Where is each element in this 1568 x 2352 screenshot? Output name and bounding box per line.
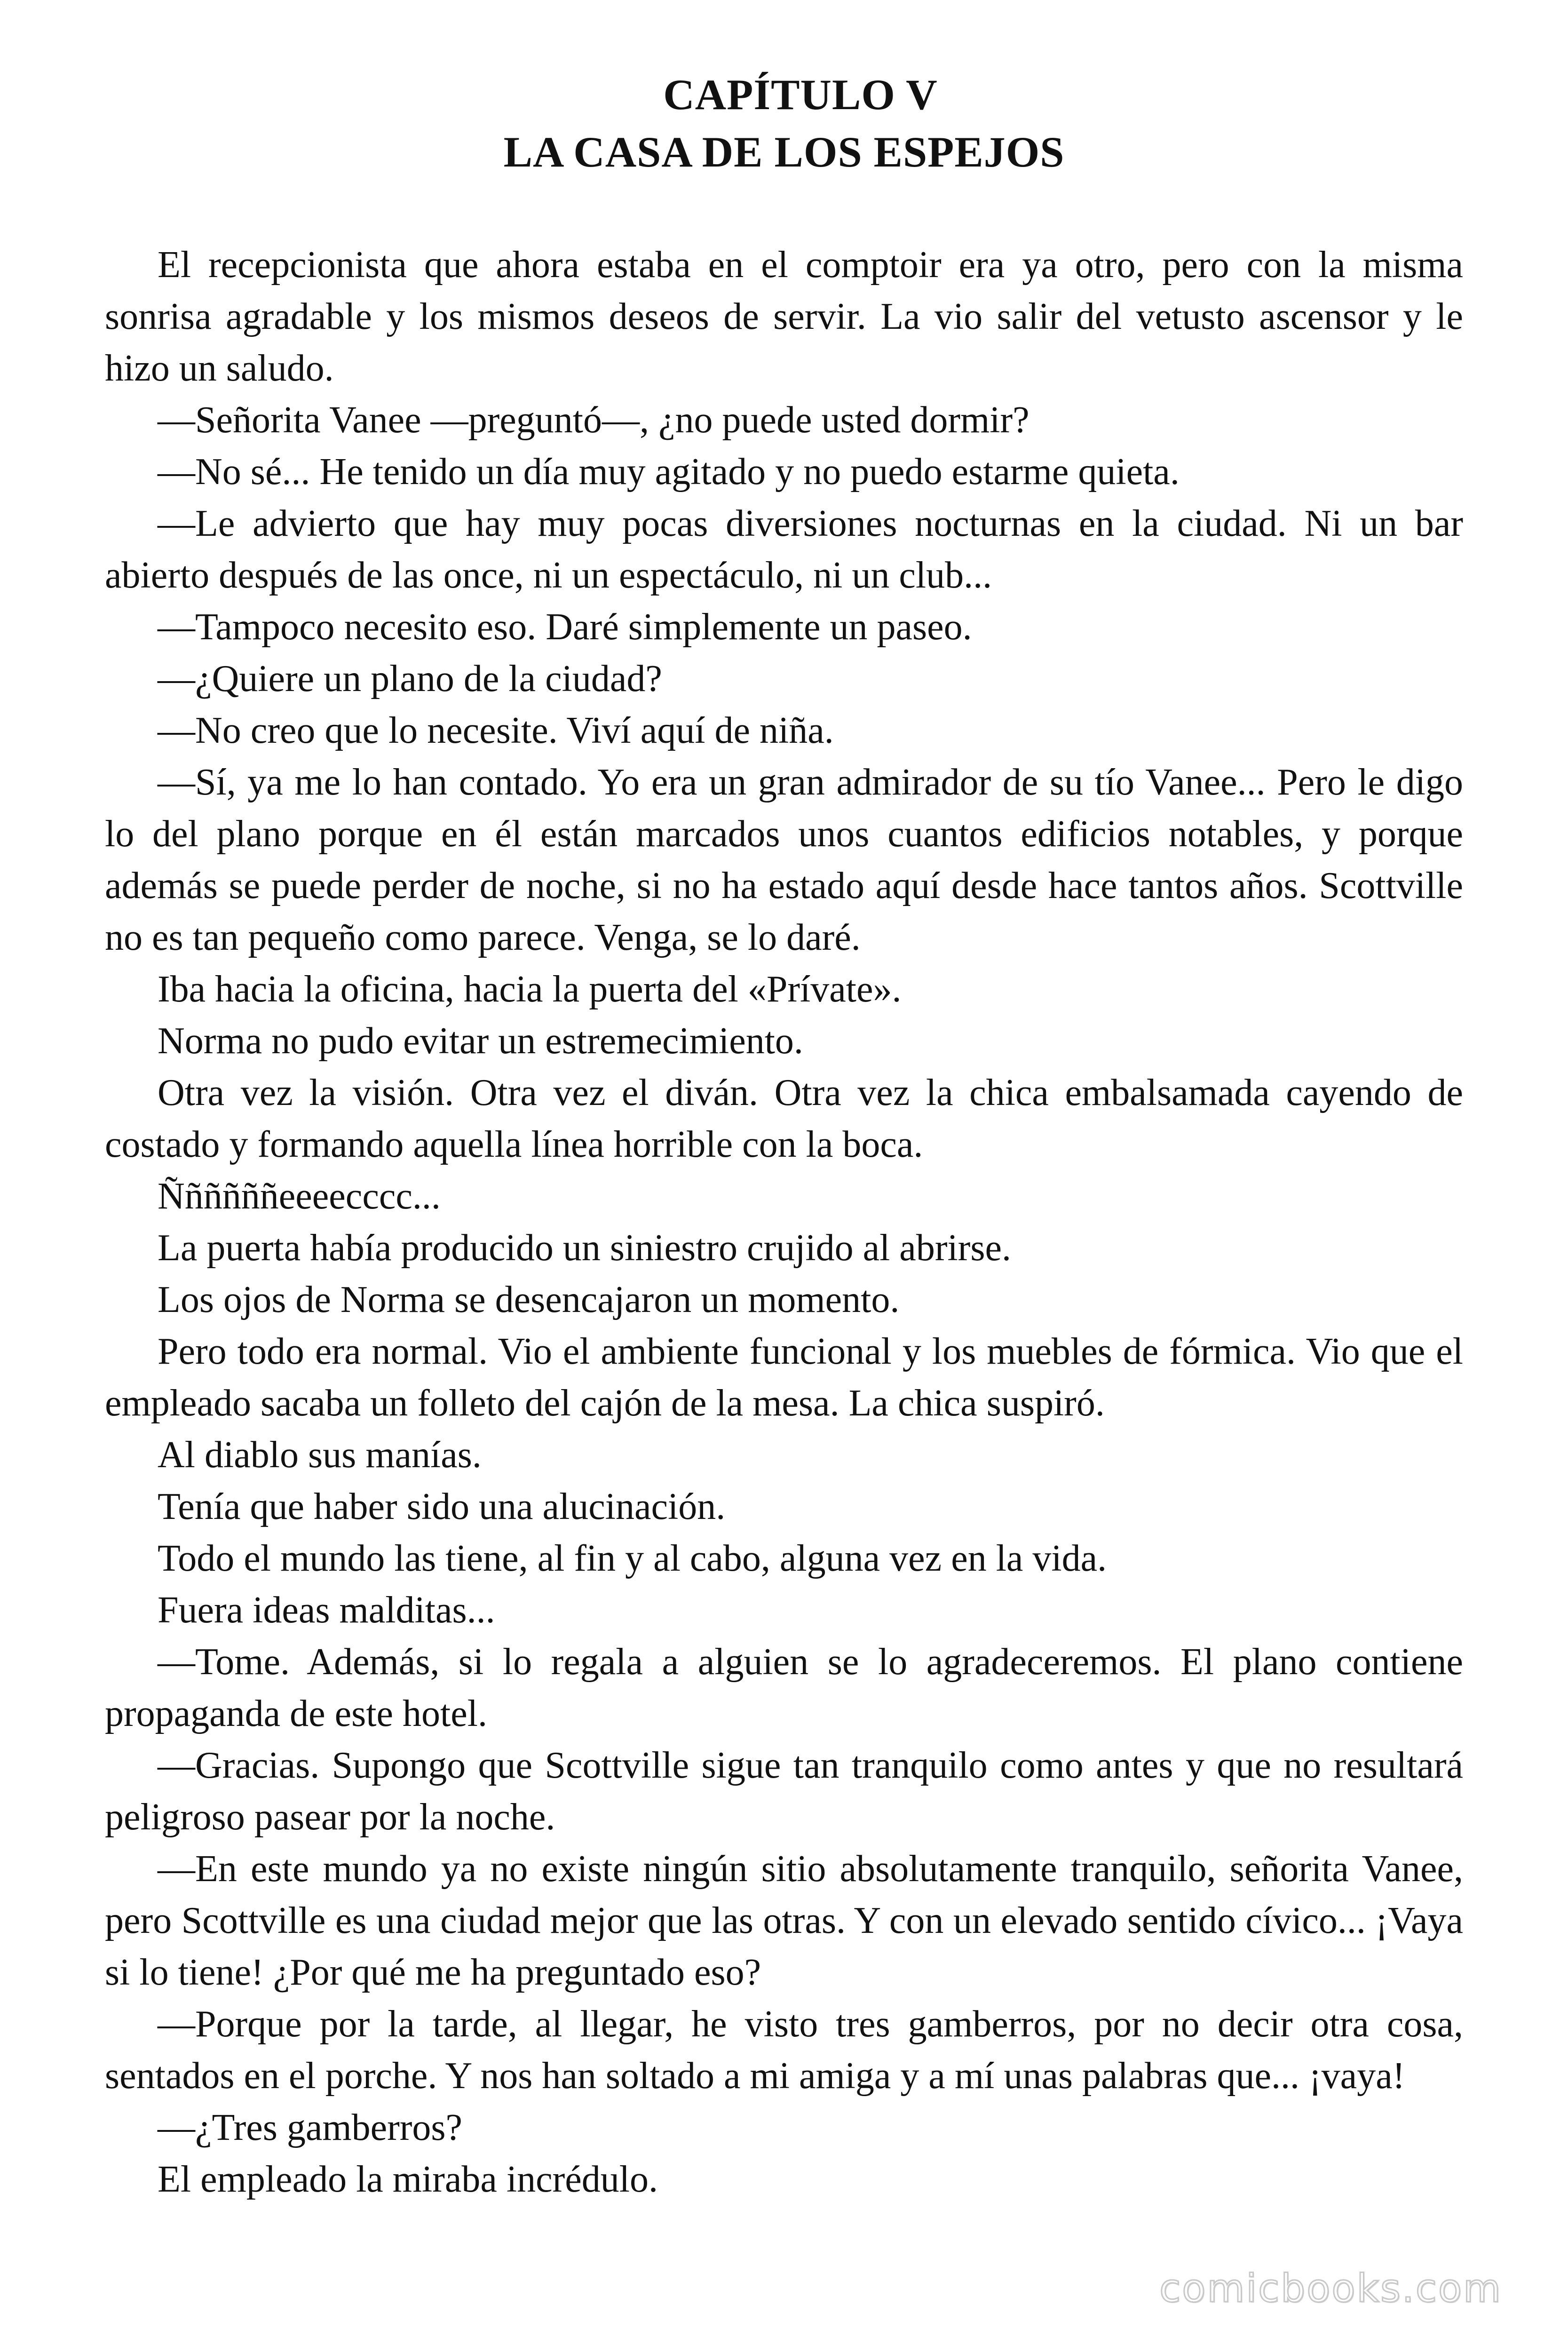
paragraph: Fuera ideas malditas... [158,1589,495,1631]
paragraph: Los ojos de Norma se desencajaron un momento. [158,1279,900,1320]
paragraph: —No creo que lo necesite. Viví aquí de niña. [158,710,834,751]
paragraph: La puerta había producido un siniestro crujido al abrirse. [158,1227,1011,1269]
chapter-text [105,239,1463,2205]
paragraph: Todo el mundo las tiene, al fin y al cabo, alguna vez en la vida. [158,1538,1107,1579]
paragraph: Norma no pudo evitar un estremecimiento. [158,1020,803,1062]
chapter-title: CAPÍTULO V [663,71,938,119]
paragraph: —Gracias. Supongo que Scottville sigue tan tranquilo como antes y que no resultará peligroso pasear por la noche. [105,1745,1463,1838]
paragraph: —Porque por la tarde, al llegar, he visto tres gamberros, por no decir otra cosa, sentados en el porche. Y nos han soltado a mi amiga y a mí unas palabras que... ¡vaya! [105,2003,1463,2097]
paragraph: El recepcionista que ahora estaba en el comptoir era ya otro, pero con la misma sonrisa agradable y los mismos deseos de servir. La vio salir del vetusto ascensor y le hizo un saludo. [105,244,1463,389]
paragraph: —¿Tres gamberros? [158,2107,463,2148]
paragraph: El empleado la miraba incrédulo. [158,2159,658,2200]
paragraph: —Señorita Vanee —preguntó—, ¿no puede usted dormir? [158,399,1029,441]
chapter-subtitle: LA CASA DE LOS ESPEJOS [503,128,1065,176]
paragraph: —En este mundo ya no existe ningún sitio absolutamente tranquilo, señorita Vanee, pero Scottville es una ciudad mejor que las otras. Y con un elevado sentido cívico... ¡Vaya si lo tiene! ¿Por qué me ha preguntado eso? [105,1848,1463,1993]
paragraph: —¿Quiere un plano de la ciudad? [158,658,662,699]
paragraph: —Sí, ya me lo han contado. Yo era un gran admirador de su tío Vanee... Pero le digo lo del plano porque en él están marcados unos cuantos edificios notables, y porque además se puede perder de noche, si no ha estado aquí desde hace tantos años. Scottville no es tan pequeño como parece. Venga, se lo daré. [105,762,1463,958]
paragraph: —Tampoco necesito eso. Daré simplemente un paseo. [158,606,972,648]
paragraph: Tenía que haber sido una alucinación. [158,1486,726,1527]
paragraph: Al diablo sus manías. [158,1434,482,1476]
paragraph: Ññññññeeeecccc... [158,1176,441,1217]
paragraph: —Tome. Además, si lo regala a alguien se lo agradeceremos. El plano contiene propaganda de este hotel. [105,1641,1463,1734]
paragraph: Pero todo era normal. Vio el ambiente funcional y los muebles de fórmica. Vio que el empleado sacaba un folleto del cajón de la mesa. La chica suspiró. [105,1331,1463,1424]
paragraph: —No sé... He tenido un día muy agitado y no puedo estarme quieta. [158,451,1180,493]
chapter-header [0,66,1568,181]
watermark: comicbooks.com [1159,2266,1502,2311]
paragraph: Otra vez la visión. Otra vez el diván. Otra vez la chica embalsamada cayendo de costado y formando aquella línea horrible con la boca. [105,1072,1463,1165]
paragraph: —Le advierto que hay muy pocas diversiones nocturnas en la ciudad. Ni un bar abierto después de las once, ni un espectáculo, ni un club... [105,503,1463,596]
paragraph: Iba hacia la oficina, hacia la puerta del «Prívate». [158,969,902,1010]
